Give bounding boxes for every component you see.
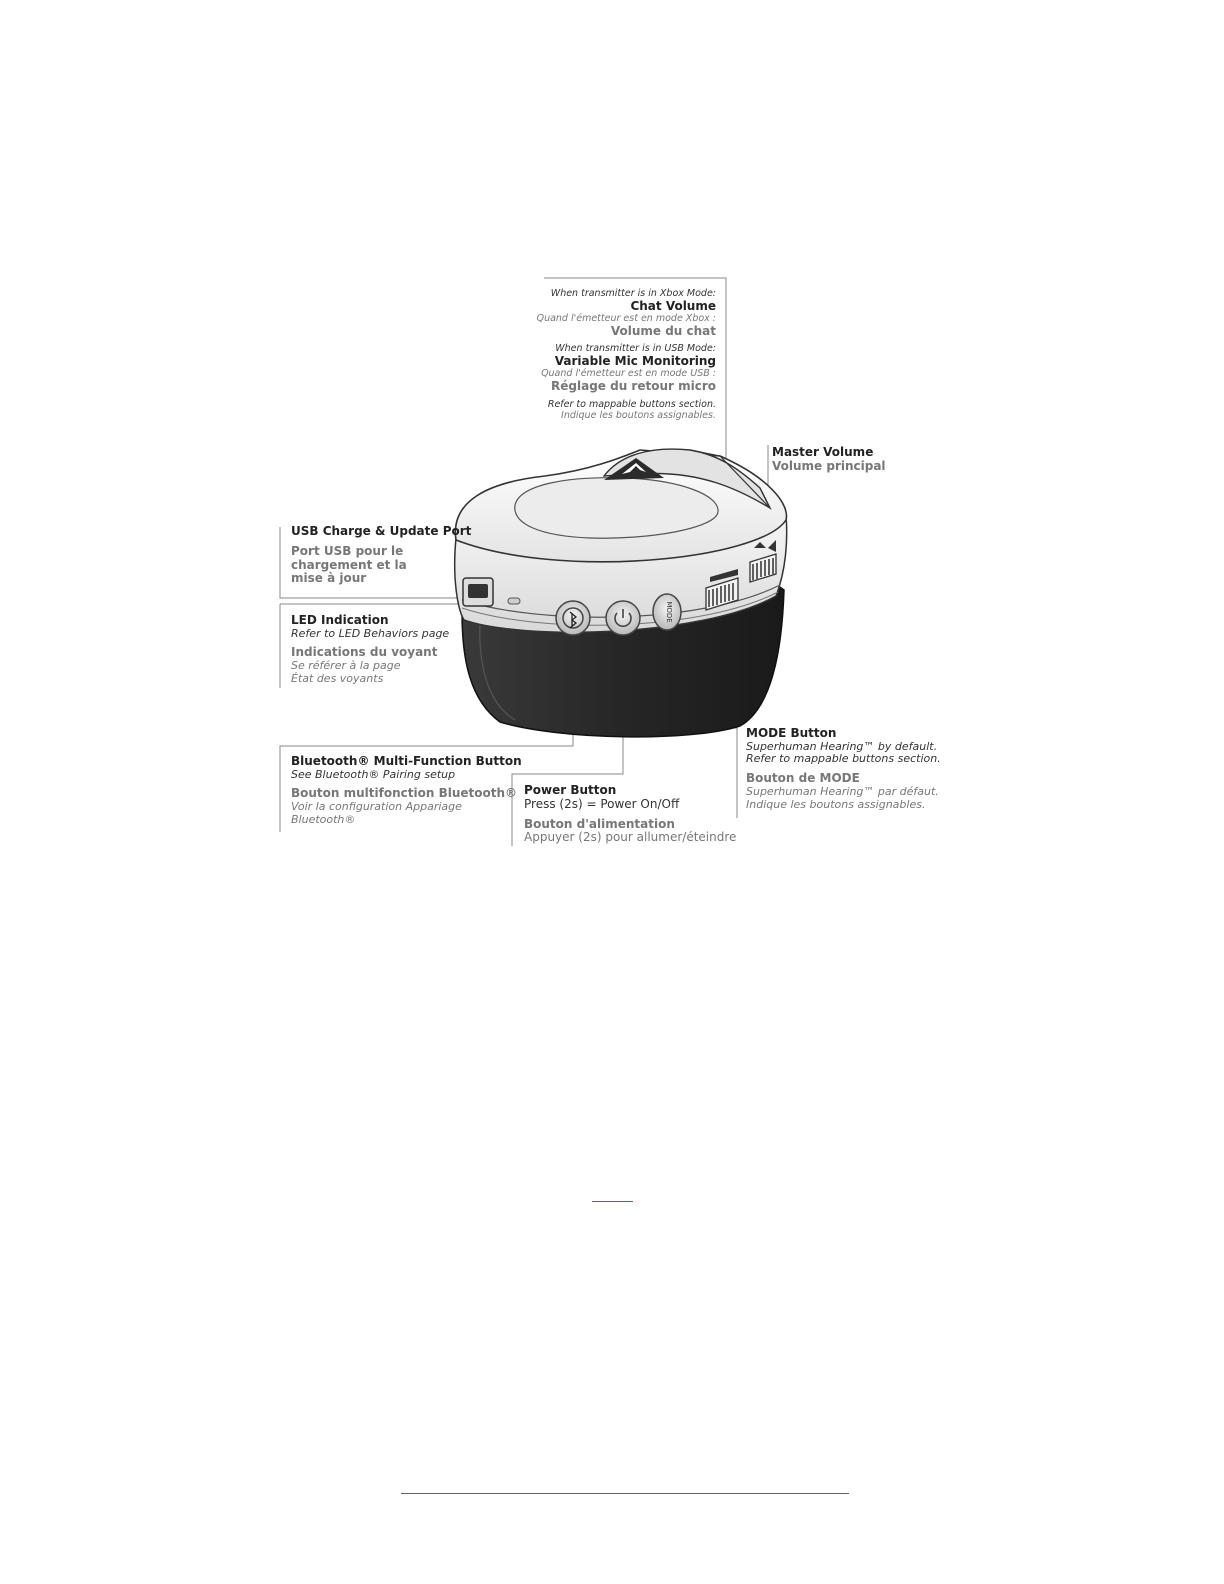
mode-title-fr: Bouton de MODE xyxy=(746,771,860,786)
usb-mode-en: When transmitter is in USB Mode: xyxy=(555,343,716,355)
mode-title-en: MODE Button xyxy=(746,726,837,740)
power-button[interactable] xyxy=(606,601,640,635)
xbox-mode-fr: Quand l'émetteur est en mode Xbox : xyxy=(536,312,716,324)
usb-port-title-en: USB Charge & Update Port xyxy=(291,524,472,538)
power-title-fr: Bouton d'alimentation xyxy=(524,816,675,831)
master-volume-title-en: Master Volume xyxy=(772,445,874,459)
power-desc-fr: Appuyer (2s) pour allumer/éteindre xyxy=(524,830,737,845)
xbox-mode-en: When transmitter is in Xbox Mode: xyxy=(550,288,716,299)
power-desc-en: Press (2s) = Power On/Off xyxy=(524,796,680,811)
led-indicator xyxy=(508,598,520,604)
bluetooth-desc-fr-2: Bluetooth® xyxy=(291,812,356,826)
chat-volume-title-fr: Volume du chat xyxy=(610,323,716,338)
usb-port-title-fr-1: Port USB pour le xyxy=(291,543,404,558)
mic-monitoring-title-en: Variable Mic Monitoring xyxy=(554,354,716,369)
mode-desc-fr-1: Superhuman Hearing™ par défaut. xyxy=(746,784,939,798)
bluetooth-button-label xyxy=(291,755,522,827)
mode-button[interactable] xyxy=(653,594,681,630)
led-desc-en: Refer to LED Behaviors page xyxy=(291,626,450,640)
bluetooth-desc-en: See Bluetooth® Pairing setup xyxy=(291,767,456,781)
link-underline-short[interactable] xyxy=(592,1201,633,1202)
master-volume-label xyxy=(772,446,886,474)
bluetooth-button[interactable] xyxy=(556,601,590,635)
chat-volume-label xyxy=(500,289,716,422)
usb-port-title-fr-3: mise à jour xyxy=(291,571,367,586)
mode-button-label-block xyxy=(746,727,941,811)
bluetooth-desc-fr-1: Voir la configuration Appariage xyxy=(291,800,462,814)
power-title-en: Power Button xyxy=(524,783,617,797)
led-title-fr: Indications du voyant xyxy=(291,645,438,660)
mode-desc-fr-2: Indique les boutons assignables. xyxy=(746,797,926,811)
power-button-label xyxy=(524,784,736,845)
usb-port-label xyxy=(291,525,471,586)
mappable-note-en: Refer to mappable buttons section. xyxy=(547,398,716,410)
led-desc-fr-1: Se référer à la page xyxy=(291,659,401,673)
led-title-en: LED Indication xyxy=(291,613,389,627)
mode-desc-en-2: Refer to mappable buttons section. xyxy=(746,752,941,766)
bluetooth-title-fr: Bouton multifonction Bluetooth® xyxy=(291,786,518,801)
link-underline-long[interactable] xyxy=(401,1493,849,1494)
usb-port-title-fr-2: chargement et la xyxy=(291,557,407,572)
mic-monitoring-title-fr: Réglage du retour micro xyxy=(551,379,716,394)
mode-desc-en-1: Superhuman Hearing™ by default. xyxy=(746,739,938,753)
chat-volume-title-en: Chat Volume xyxy=(630,298,716,313)
master-volume-title-fr: Volume principal xyxy=(772,458,886,473)
led-desc-fr-2: État des voyants xyxy=(291,671,384,685)
led-label xyxy=(291,614,449,686)
bluetooth-title-en: Bluetooth® Multi-Function Button xyxy=(291,754,522,768)
mappable-note-fr: Indique les boutons assignables. xyxy=(561,409,716,421)
usb-mode-fr: Quand l'émetteur est en mode USB : xyxy=(541,368,716,380)
mode-button-label: MODE xyxy=(665,601,673,623)
